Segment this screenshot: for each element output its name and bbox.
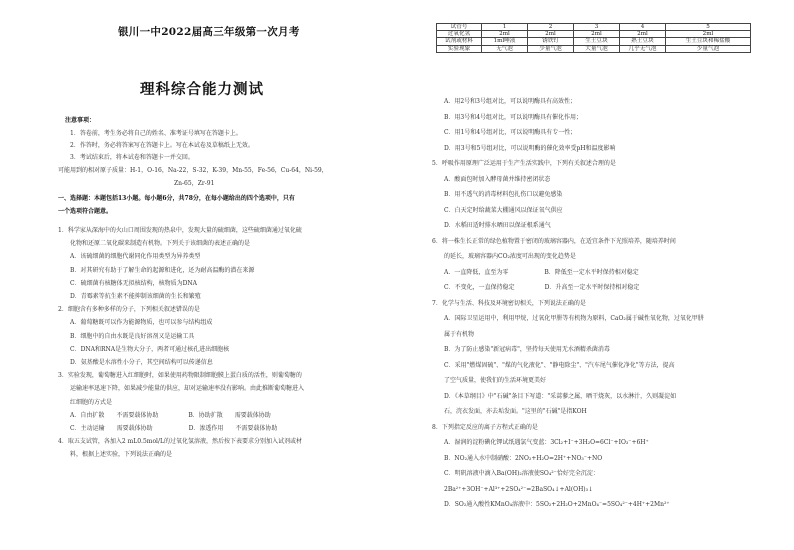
question-line: C．采用"燃煤固硫"、"煤的气化液化"、"静电除尘"、"汽车尾气催化净化"等方法，提高 [444,361,675,369]
question-line: 7．化学与生活、科技及环境密切相关，下列说法正确的是 [432,299,586,307]
table-row [437,45,751,52]
question-line: 了空气质量，使我们的生活环境更美好 [444,377,547,384]
table-cell: 5 [666,24,751,31]
question-line: A．用2号和3号组对比，可以说明酶具有高效性； [444,98,576,105]
table-cell: 3 [574,24,620,31]
note-item: 3．考试结束后，将本试卷和答题卡一并交回。 [70,154,194,161]
table-cell: 生土豆块和稀盐酸 [666,38,751,45]
question-line: B．细胞中的自由水既是良好溶剂又是运输工具 [70,332,195,340]
table-cell: 试管号 [437,24,482,31]
table-cell: 2ml [528,31,574,38]
question-line: 料，根据上述实验，下列说法正确的是 [70,451,173,459]
note-item: 1．答卷前，考生务必将自己的姓名、准考证号填写在答题卡上。 [70,130,242,137]
question-line: C．用1号和4号组对比，可以说明酶具有专一性； [444,129,577,136]
experiment-table [436,23,751,53]
question-line: 5．呼吸作用原理广泛运用于生产生活实践中，下列有关叙述合理的是 [432,160,616,167]
atomic-masses: 可能用到的相对原子质量：H-1，O-16，Na-22，S-32，K-39，Mn-55，Fe-56，Cu-64，Ni-59， [58,167,328,174]
question-line: 2．细胞含有多种多样的分子，下列相关叙述错误的是 [58,306,200,314]
question-line: 6．将一株生长正常的绿色植物置于密闭的玻璃容器内，在适宜条件下光照培养，随培养时间 [432,237,676,245]
question-line: D．青霉素等抗生素不能抑制该细菌的生长和繁殖 [70,293,201,300]
question-line: C．主动运输 需要载体协助 D．渗透作用 不需要载体协助 [70,425,278,432]
question-line: 化物和还原二氧化碳来制造有机物。下列关于该细菌的表述正确的是 [70,240,251,248]
question-line: 运输速率迅速下降，如果减少能量的供应，却对运输速率没有影响。由此推断葡萄糖进入 [70,385,305,393]
table-cell: 过氧化氢 [437,31,482,38]
table-cell: 1 [482,24,528,31]
question-line: A．该硫细菌的细胞代谢同化作用类型为异养类型 [70,253,201,261]
question-line: A．酸面包时加入酵母菌并维持密闭状态 [444,175,551,183]
table-cell: 1ml唾液 [482,38,528,45]
section-intro-cont: 一个选项符合题意。 [58,208,113,215]
table-cell: 2 [528,24,574,31]
question-line: C．DNA和RNA是生物大分子，两者可通过核孔进出细胞核 [70,345,230,353]
table-cell: 2ml [620,31,666,38]
question-line: B．NO₂通入水中制硝酸：2NO₂+H₂O=2H⁺+NO₃⁻+NO [444,454,603,462]
question-line: D．用3号和5号组对比，可以说明酶的催化效率受pH和温度影响 [444,144,616,152]
school-title: 银川一中2022届高三年级第一次月考 [118,26,300,38]
table-cell: 2ml [574,31,620,38]
table-cell: 少量气泡 [666,45,751,52]
table-cell: 试剂或材料 [437,38,482,45]
table-cell: 生土豆块 [574,38,620,45]
table-cell: 无气泡 [482,45,528,52]
question-line: B．为了防止感染"新冠病毒"，坚持每天使用无水酒精杀菌消毒 [444,346,610,353]
table-cell: 锈铁钉 [528,38,574,45]
question-line: B．用不透气的消毒材料包扎伤口以避免感染 [444,191,563,198]
table-cell: 2ml [666,31,751,38]
question-line: 属于有机物 [444,330,475,338]
question-line: 的延长，玻璃容器内CO₂浓度可出现的变化趋势是 [444,253,576,260]
question-line: 石，浣衣发面，亦去垢发面。"这里的"石碱"是指KOH [444,408,587,415]
atomic-masses-cont: Zn-65，Zr-91 [174,180,215,187]
exam-title: 理科综合能力测试 [140,81,264,98]
table-row [437,38,751,45]
question-line: C．硫细菌有核糖体无拟核结构，核物质为DNA [70,279,197,287]
question-line: A．自由扩散 不需要载体协助 B．协助扩散 需要载体协助 [70,411,271,419]
question-line: 8．下列指定反应的离子方程式正确的是 [432,423,538,431]
question-line: A．葡萄糖既可以作为能源物质，也可以参与结构组成 [70,319,213,327]
question-line: C．不变化，一直保持稳定 D．升高至一定水平时保持相对稳定 [444,284,640,291]
notes-heading: 注意事项： [65,117,96,124]
question-line: D．《本草纲目》中"石碱"条目下写道："采蒿蓼之属，晒干烧灰，以水淋汁，久则凝淀如 [444,392,677,400]
question-line: 2Ba²⁺+3OH⁻+Al³⁺+2SO₄²⁻=2BaSO₄↓+Al(OH)₃↓ [444,485,594,493]
table-cell: 2ml [482,31,528,38]
table-cell: 少量气泡 [528,45,574,52]
question-line: 3．实验发现，葡萄糖进入红细胞时，如果使用药物限制细胞膜上蛋白质的活性，则葡萄糖的 [58,372,302,380]
section-intro: 一、选择题：本题包括13小题。每小题6分，共78分，在每小题给出的四个选项中，只有 [58,195,295,202]
table-cell: 4 [620,24,666,31]
question-line: D．SO₂通入酸性KMnO₄溶液中：5SO₂+2H₂O+2MnO₄⁻=5SO₄²⁻+4H⁺+2Mn²⁺ [444,501,670,508]
question-line: D．水稻田适时排水晒田以保证根系通气 [444,222,551,229]
table-cell: 实验现象 [437,45,482,52]
question-line: 红细胞的方式是 [70,398,113,406]
question-line: A．一直降低，直至为零 B．降低至一定水平时保持相对稳定 [444,268,639,276]
question-line: C．明矾溶液中滴入Ba(OH)₂溶液使SO₄²⁻恰好完全沉淀： [444,470,599,477]
question-line: B．对其研究有助于了解生命的起源和进化，还为耐高温酶的潜在来源 [70,266,255,274]
question-line: 1．科学家从深海中的火山口周围发现的热泉中，发现大量的硫细菌，这些硫细菌通过氧化硫 [58,227,302,234]
question-line: C．白天定时给蔬菜大棚通风以保证氧气供应 [444,206,563,214]
table-cell: 几乎无气泡 [620,45,666,52]
question-line: 4．取五支试管，各加入2 mL0.5mol/L的过氧化氢溶液，然后按下表要求分别加入试剂或材 [58,438,302,446]
question-line: A．湿润的淀粉碘化钾试纸遇氯气变蓝：3Cl₂+I⁻+3H₂O=6Cl⁻+IO₃⁻+6H⁺ [444,439,649,446]
question-line: B．用3号和4号组对比，可以说明酶具有催化作用； [444,113,583,121]
note-item: 2．作答时，务必将答案写在答题卡上。写在本试卷及草稿纸上无效。 [70,142,254,149]
question-line: D．氨基酸是水溶性小分子，其空间结构可以传递信息 [70,359,213,366]
table-cell: 大量气泡 [574,45,620,52]
table-row [437,24,751,31]
table-row [437,31,751,38]
table-cell: 熟土豆块 [620,38,666,45]
question-line: A．国际卫星运用中，利用甲烷，过氧化甲肼等有机物为原料，CaO₂属于碱性氧化物，过氧化甲肼 [444,315,704,322]
